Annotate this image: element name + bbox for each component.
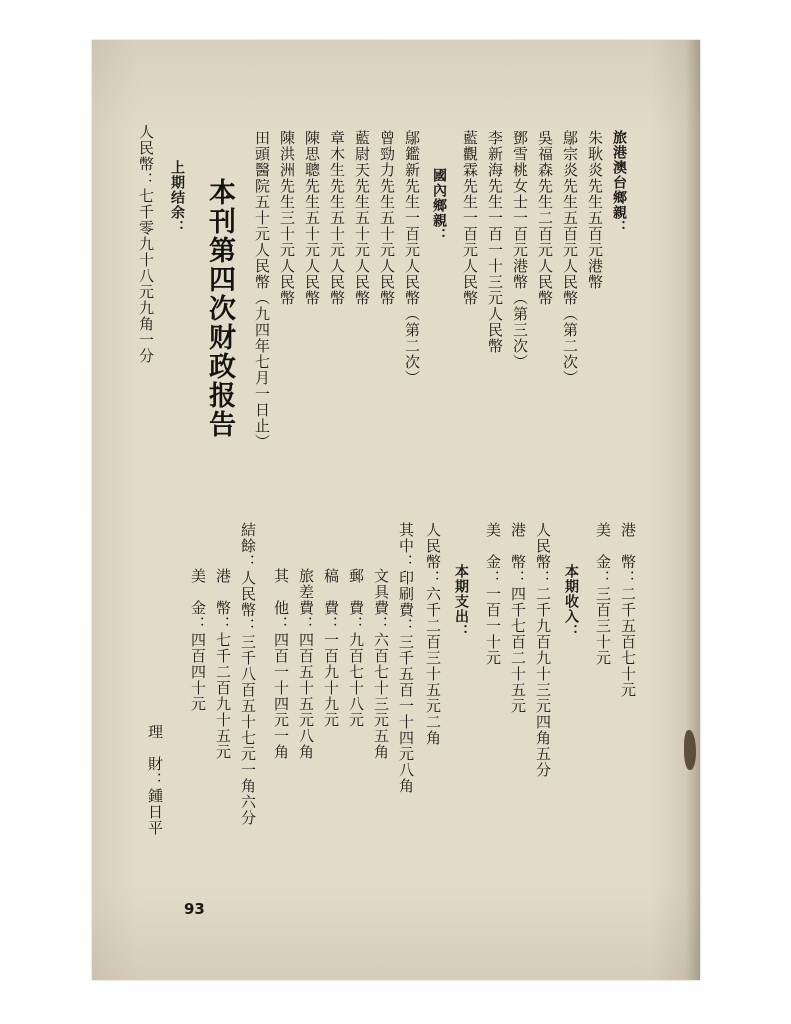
income-hkd: 港 幣：四千七百二十五元 — [509, 522, 527, 714]
report-title: 本刊第四次财政报告 — [204, 178, 235, 439]
ink-stain — [684, 730, 696, 770]
donor-entry: 鄔鑑新先生一百元人民幣（第二次） — [403, 130, 421, 386]
expense-item: 稿 費：一百九十九元 — [322, 568, 340, 728]
treasurer-signature: 理 財：鍾日平 — [146, 724, 164, 836]
donor-entry: 朱耿炎先生五百元港幣 — [586, 130, 604, 290]
donor-entry: 曾勁力先生五十元人民幣 — [378, 130, 396, 306]
donor-entry: 藍觀霖先生一百元人民幣 — [461, 130, 479, 306]
prev-balance-heading: 上期结余： — [169, 160, 185, 235]
expense-item: 其中：印刷費：三千五百一十四元八角 — [397, 522, 415, 794]
income-usd: 美 金：一百一十元 — [484, 522, 502, 666]
domestic-heading: 國內鄉親： — [431, 168, 447, 243]
magazine-page — [92, 40, 700, 980]
balance-rmb: 結餘：人民幣：三千八百五十七元一角六分 — [239, 522, 257, 826]
donor-entry: 陳思聰先生五十元人民幣 — [303, 130, 321, 306]
page-number: 93 — [184, 900, 205, 918]
income-rmb: 人民幣：二千九百九十三元四角五分 — [534, 522, 552, 778]
overseas-heading: 旅港澳台鄉親： — [611, 130, 627, 235]
carry-over-usd: 美 金：三百三十元 — [594, 522, 612, 666]
page-spine-shadow — [686, 40, 700, 980]
expense-item: 郵 費：九百七十八元 — [347, 568, 365, 728]
donor-entry: 李新海先生一百一十三元人民幣 — [486, 130, 504, 354]
expense-item: 文具費：六百七十三元五角 — [372, 568, 390, 760]
expenses-rmb: 人民幣：六千二百三十五元二角 — [424, 522, 442, 746]
donor-entry: 鄧雪桃女士一百元港幣（第三次） — [511, 130, 529, 370]
income-heading: 本期收入： — [563, 564, 579, 639]
balance-usd: 美 金：四百四十元 — [189, 568, 207, 712]
expense-item: 其 他：四百一十四元一角 — [272, 568, 290, 760]
donor-entry: 鄔宗炎先生五百元人民幣（第二次） — [561, 130, 579, 386]
expense-item: 旅差費：四百五十五元八角 — [297, 568, 315, 760]
carry-over-hkd: 港 幣：二千五百七十元 — [619, 522, 637, 698]
donor-entry: 章木生先生五十元人民幣 — [328, 130, 346, 306]
prev-balance-rmb: 人民幣：七千零九十八元九角一分 — [137, 124, 155, 364]
donor-entry: 吳福森先生二百元人民幣 — [536, 130, 554, 306]
balance-hkd: 港 幣：七千二百九十五元 — [214, 568, 232, 760]
donor-entry: 田頭醫院五十元人民幣（九四年七月一日止） — [253, 130, 271, 450]
donor-entry: 藍尉天先生五十元人民幣 — [353, 130, 371, 306]
expenses-heading: 本期支出： — [453, 564, 469, 639]
donor-entry: 陳洪洲先生三十元人民幣 — [278, 130, 296, 306]
